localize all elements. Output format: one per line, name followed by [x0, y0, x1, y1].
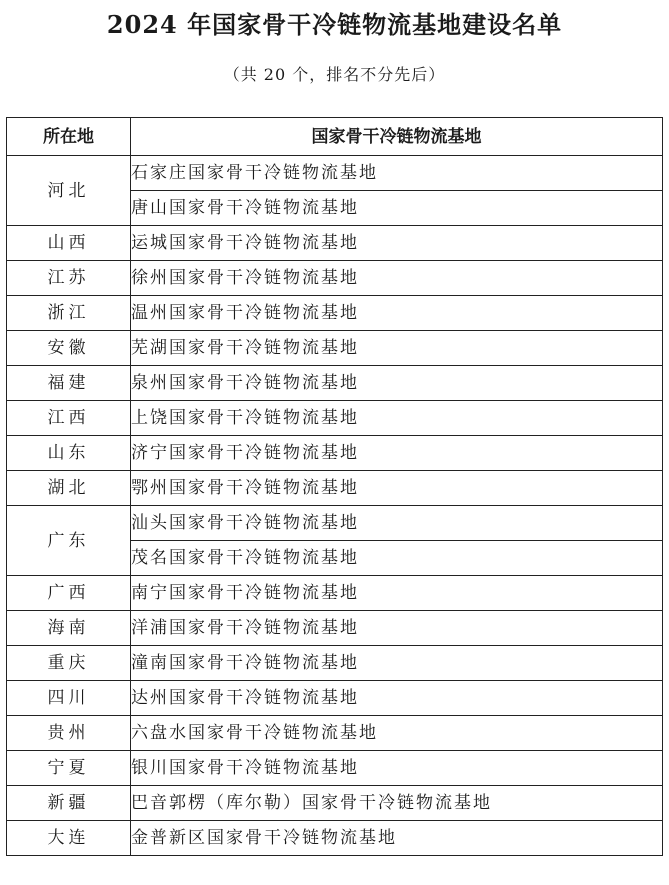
table-row	[7, 506, 663, 541]
table-row	[7, 471, 663, 506]
location-cell: 新疆	[7, 786, 131, 821]
location-cell: 重庆	[7, 646, 131, 681]
base-name-cell: 泉州国家骨干冷链物流基地	[131, 366, 663, 401]
table-row	[7, 716, 663, 751]
base-name-cell: 鄂州国家骨干冷链物流基地	[131, 471, 663, 506]
location-cell: 宁夏	[7, 751, 131, 786]
location-cell: 大连	[7, 821, 131, 856]
base-name-cell: 运城国家骨干冷链物流基地	[131, 226, 663, 261]
table-row	[7, 296, 663, 331]
base-name-cell: 洋浦国家骨干冷链物流基地	[131, 611, 663, 646]
table-row	[7, 261, 663, 296]
location-cell: 浙江	[7, 296, 131, 331]
base-list-table	[6, 117, 663, 856]
base-name-cell: 金普新区国家骨干冷链物流基地	[131, 821, 663, 856]
base-name-cell: 芜湖国家骨干冷链物流基地	[131, 331, 663, 366]
base-name-cell: 石家庄国家骨干冷链物流基地	[131, 156, 663, 191]
table-row	[7, 156, 663, 191]
base-name-cell: 达州国家骨干冷链物流基地	[131, 681, 663, 716]
location-cell: 海南	[7, 611, 131, 646]
document-title: 2024 年国家骨干冷链物流基地建设名单	[106, 10, 563, 39]
location-cell: 福建	[7, 366, 131, 401]
table-row	[7, 366, 663, 401]
table-row	[7, 751, 663, 786]
table-body	[7, 156, 663, 856]
table-row	[7, 611, 663, 646]
header-base-name: 国家骨干冷链物流基地	[131, 118, 663, 156]
table-row	[7, 401, 663, 436]
base-name-cell: 六盘水国家骨干冷链物流基地	[131, 716, 663, 751]
base-name-cell: 徐州国家骨干冷链物流基地	[131, 261, 663, 296]
location-cell: 河北	[7, 156, 131, 226]
table-row	[7, 226, 663, 261]
base-name-cell: 济宁国家骨干冷链物流基地	[131, 436, 663, 471]
table-header-row	[7, 118, 663, 156]
table-row	[7, 786, 663, 821]
base-name-cell: 茂名国家骨干冷链物流基地	[131, 541, 663, 576]
location-cell: 安徽	[7, 331, 131, 366]
location-cell: 广西	[7, 576, 131, 611]
table-row	[7, 681, 663, 716]
base-name-cell: 汕头国家骨干冷链物流基地	[131, 506, 663, 541]
location-cell: 江西	[7, 401, 131, 436]
header-location: 所在地	[7, 118, 131, 156]
table-row	[7, 821, 663, 856]
base-name-cell: 南宁国家骨干冷链物流基地	[131, 576, 663, 611]
location-cell: 贵州	[7, 716, 131, 751]
location-cell: 广东	[7, 506, 131, 576]
location-cell: 江苏	[7, 261, 131, 296]
base-name-cell: 温州国家骨干冷链物流基地	[131, 296, 663, 331]
base-name-cell: 上饶国家骨干冷链物流基地	[131, 401, 663, 436]
location-cell: 湖北	[7, 471, 131, 506]
table-row	[7, 576, 663, 611]
base-name-cell: 银川国家骨干冷链物流基地	[131, 751, 663, 786]
document-subtitle: （共 20 个，排名不分先后）	[223, 65, 446, 84]
base-name-cell: 潼南国家骨干冷链物流基地	[131, 646, 663, 681]
table-row	[7, 331, 663, 366]
table-row	[7, 646, 663, 681]
base-name-cell: 唐山国家骨干冷链物流基地	[131, 191, 663, 226]
location-cell: 四川	[7, 681, 131, 716]
table-row	[7, 436, 663, 471]
location-cell: 山东	[7, 436, 131, 471]
location-cell: 山西	[7, 226, 131, 261]
base-name-cell: 巴音郭楞（库尔勒）国家骨干冷链物流基地	[131, 786, 663, 821]
